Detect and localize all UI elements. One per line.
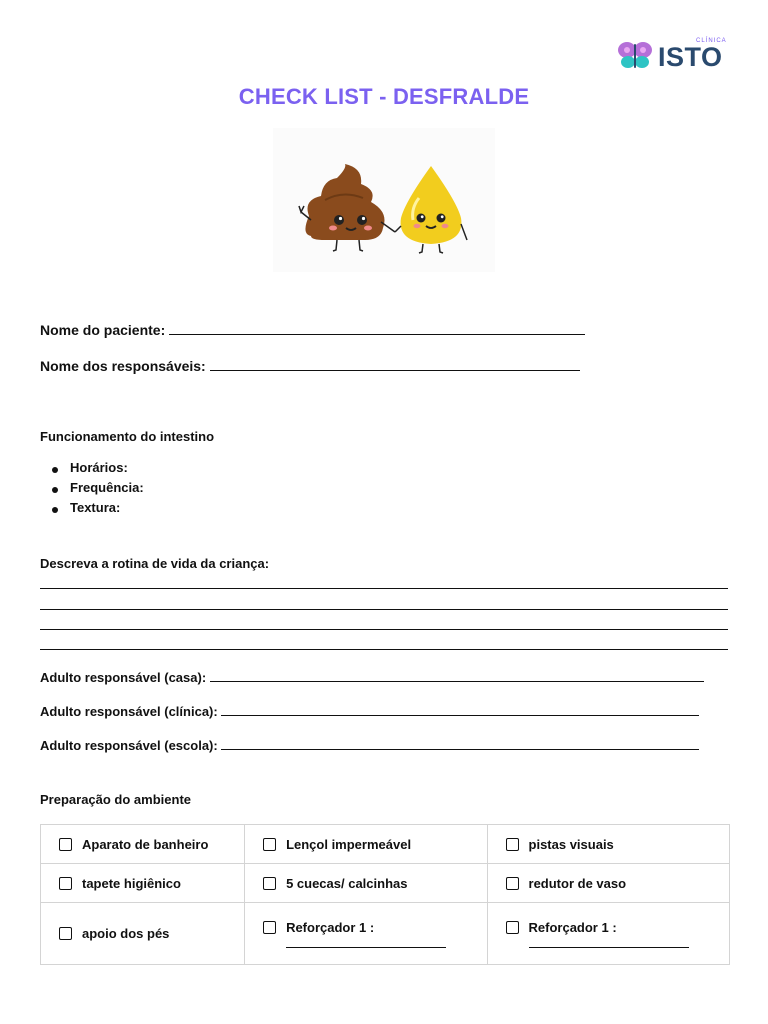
guardians-name-line[interactable]	[210, 358, 580, 371]
routine-line[interactable]	[40, 649, 728, 650]
checklist-item[interactable]	[245, 903, 487, 965]
prep-table	[40, 824, 730, 965]
checklist-label: Reforçador 1 :	[286, 919, 375, 935]
list-item: Frequência:	[52, 480, 144, 500]
checkbox-icon[interactable]	[59, 877, 72, 890]
checklist-label: redutor de vaso	[528, 875, 627, 891]
clinic-logo	[616, 36, 734, 76]
bowel-heading: Funcionamento do intestino	[40, 429, 215, 444]
checkbox-icon[interactable]	[59, 838, 72, 851]
logo-subtitle: CLÍNICA	[696, 38, 727, 44]
checkbox-icon[interactable]	[506, 838, 519, 851]
logo-wordmark: ISTO	[658, 42, 723, 72]
checkbox-icon[interactable]	[59, 927, 72, 940]
checklist-item[interactable]	[245, 825, 487, 864]
table-row	[41, 825, 730, 864]
patient-name-field[interactable]	[40, 322, 585, 338]
checkbox-icon[interactable]	[263, 921, 276, 934]
patient-name-line[interactable]	[169, 322, 585, 335]
adult-home-field[interactable]	[40, 669, 704, 685]
checklist-label: 5 cuecas/ calcinhas	[286, 875, 408, 891]
checkbox-icon[interactable]	[506, 877, 519, 890]
adult-school-line[interactable]	[221, 737, 699, 750]
checklist-label: apoio dos pés	[82, 926, 170, 941]
checklist-item[interactable]	[487, 825, 729, 864]
page-title: CHECK LIST - DESFRALDE	[238, 84, 530, 109]
checklist-label: pistas visuais	[528, 836, 614, 852]
reinforcer-line[interactable]	[286, 947, 446, 948]
routine-label: Descreva a rotina de vida da criança:	[40, 556, 270, 571]
checklist-item[interactable]	[487, 864, 729, 903]
butterfly-icon	[616, 36, 656, 76]
routine-line[interactable]	[40, 629, 728, 630]
adult-clinic-field[interactable]	[40, 703, 699, 719]
guardians-name-label: Nome dos responsáveis:	[40, 358, 206, 374]
adult-school-label: Adulto responsável (escola):	[40, 738, 218, 753]
checklist-item[interactable]	[41, 864, 245, 903]
list-item: Horários:	[52, 460, 144, 480]
checklist-label: Reforçador 1 :	[528, 919, 617, 935]
table-row	[41, 903, 730, 965]
adult-school-field[interactable]	[40, 737, 699, 753]
checkbox-icon[interactable]	[263, 877, 276, 890]
mascot-illustration	[273, 128, 495, 272]
routine-line[interactable]	[40, 588, 728, 589]
guardians-name-field[interactable]	[40, 358, 580, 374]
checkbox-icon[interactable]	[263, 838, 276, 851]
checklist-label: tapete higiênico	[82, 875, 181, 891]
routine-line[interactable]	[40, 609, 728, 610]
list-item: Textura:	[52, 500, 144, 520]
bowel-list	[52, 460, 144, 520]
adult-home-line[interactable]	[210, 669, 704, 682]
checkbox-icon[interactable]	[506, 921, 519, 934]
checklist-item[interactable]	[41, 825, 245, 864]
checklist-item[interactable]	[41, 903, 245, 965]
table-row	[41, 864, 730, 903]
patient-name-label: Nome do paciente:	[40, 322, 166, 338]
checklist-label: Lençol impermeável	[286, 836, 412, 852]
prep-heading: Preparação do ambiente	[40, 792, 191, 807]
checklist-label: Aparato de banheiro	[82, 836, 209, 852]
adult-home-label: Adulto responsável (casa):	[40, 670, 207, 685]
checklist-item[interactable]	[487, 903, 729, 965]
adult-clinic-label: Adulto responsável (clínica):	[40, 704, 218, 719]
adult-clinic-line[interactable]	[221, 703, 699, 716]
checklist-item[interactable]	[245, 864, 487, 903]
reinforcer-line[interactable]	[529, 947, 689, 948]
